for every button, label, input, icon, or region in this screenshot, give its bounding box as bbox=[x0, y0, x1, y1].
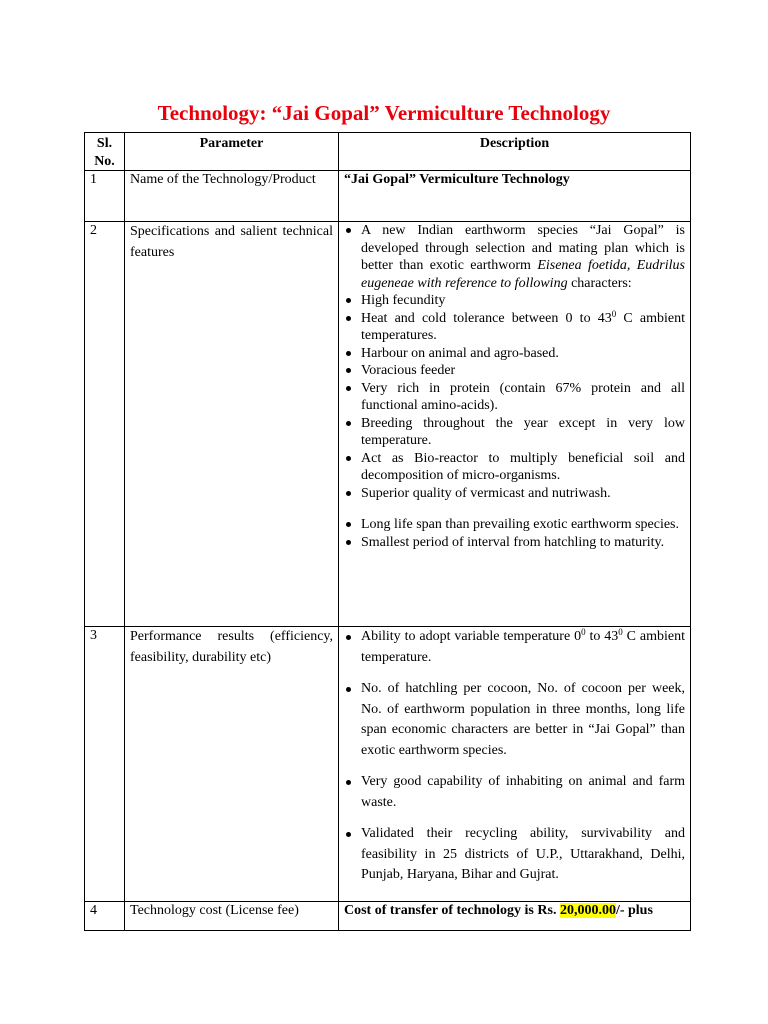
list-item-text: Heat and cold tolerance between 0 to 43 bbox=[361, 310, 612, 326]
degree-superscript: 0 bbox=[618, 627, 623, 637]
page-title: Technology: “Jai Gopal” Vermiculture Technology bbox=[157, 101, 611, 125]
list-item: Smallest period of interval from hatchling to maturity. bbox=[344, 534, 685, 552]
list-item-text: characters: bbox=[567, 275, 632, 291]
row-sl-no: 2 bbox=[85, 222, 125, 627]
list-item bbox=[344, 310, 685, 345]
row-sl-no: 1 bbox=[85, 171, 125, 222]
row-description bbox=[339, 902, 691, 931]
row-sl-no: 3 bbox=[85, 627, 125, 902]
table-row bbox=[85, 222, 691, 627]
list-item: Superior quality of vermicast and nutriwash. bbox=[344, 485, 685, 503]
list-item: Act as Bio-reactor to multiply beneficial soil and decomposition of micro-organisms. bbox=[344, 450, 685, 485]
row-description bbox=[339, 627, 691, 902]
list-item-text: C ambient temperatures. bbox=[361, 310, 685, 343]
header-sl-no: Sl. No. bbox=[85, 133, 125, 171]
degree-superscript: 0 bbox=[581, 627, 586, 637]
feature-list bbox=[344, 222, 685, 551]
header-parameter: Parameter bbox=[125, 133, 339, 171]
degree-superscript: 0 bbox=[611, 308, 617, 319]
row-sl-no: 4 bbox=[85, 902, 125, 931]
table-row bbox=[85, 902, 691, 931]
table-row bbox=[85, 171, 691, 222]
list-item: High fecundity bbox=[344, 292, 685, 310]
list-item: Long life span than prevailing exotic earthworm species. bbox=[344, 516, 685, 534]
cost-text-suffix: /- plus bbox=[615, 903, 653, 918]
table-row bbox=[85, 627, 691, 902]
row-parameter: Performance results (efficiency, feasibility, durability etc) bbox=[125, 627, 339, 902]
header-description: Description bbox=[339, 133, 691, 171]
list-item: Very rich in protein (contain 67% protein and all functional amino-acids). bbox=[344, 380, 685, 415]
list-item: Harbour on animal and agro-based. bbox=[344, 345, 685, 363]
list-item: Very good capability of inhabiting on animal and farm waste. bbox=[344, 772, 685, 813]
species-names: Eisenea foetida, Eudrilus eugeneae with reference to following bbox=[361, 258, 685, 291]
cost-text: Cost of transfer of technology is Rs. bbox=[344, 903, 560, 918]
row-description bbox=[339, 222, 691, 627]
list-item: Voracious feeder bbox=[344, 362, 685, 380]
list-item: No. of hatchling per cocoon, No. of cocoon per week, No. of earthworm population in three months, long life span economic characters are better in “Jai Gopal” than exotic earthworm species. bbox=[344, 679, 685, 761]
list-item bbox=[344, 627, 685, 668]
technology-table bbox=[84, 132, 691, 931]
row-parameter: Name of the Technology/Product bbox=[125, 171, 339, 222]
list-item-text: C ambient temperature. bbox=[361, 629, 686, 665]
list-item-text: A new Indian earthworm species “Jai Gopal” is developed through selection and mating plan which is better than exotic earthworm bbox=[361, 223, 685, 273]
list-item-text: to 43 bbox=[585, 629, 619, 644]
cost-amount-highlight: 20,000.00 bbox=[559, 903, 616, 918]
table-header-row bbox=[85, 133, 691, 171]
row-description: “Jai Gopal” Vermiculture Technology bbox=[339, 171, 691, 222]
list-item: Breeding throughout the year except in very low temperature. bbox=[344, 415, 685, 450]
list-item: Validated their recycling ability, survivability and feasibility in 25 districts of U.P., Uttarakhand, Delhi, Punjab, Haryana, Bihar and Gujrat. bbox=[344, 824, 685, 886]
list-item-text: Ability to adopt variable temperature 0 bbox=[361, 629, 582, 644]
row-parameter: Specifications and salient technical features bbox=[125, 222, 339, 627]
row-parameter: Technology cost (License fee) bbox=[125, 902, 339, 931]
performance-list bbox=[344, 627, 685, 886]
list-item bbox=[344, 222, 685, 292]
